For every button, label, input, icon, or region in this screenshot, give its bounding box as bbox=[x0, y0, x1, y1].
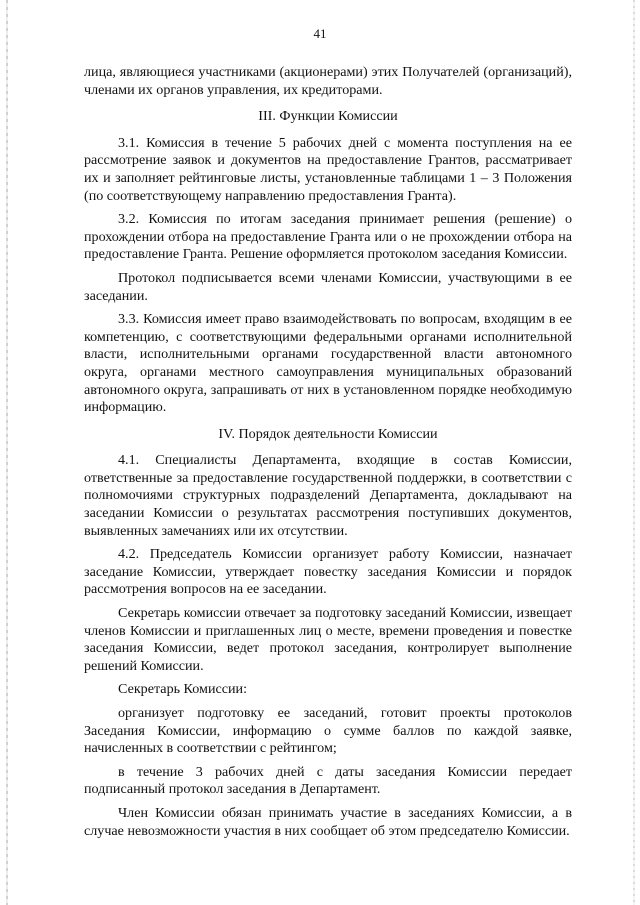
section-3-title: III. Функции Комиссии bbox=[258, 108, 398, 125]
paragraph-4-2-secretary: Секретарь комиссии отвечает за подготовку заседаний Комиссии, извещает членов Комиссии и приглашенных лиц о месте, времени проведения и повестке заседания Комиссии, ведет протокол заседания, контролирует выполнение решений Комиссии. bbox=[84, 605, 572, 674]
paragraph-3-3: 3.3. Комиссия имеет право взаимодействовать по вопросам, входящим в ее компетенцию, с соответствующими федеральными органами исполнительной власти, исполнительными органами государственной власти автономного округа, органами местного самоуправления муниципальных образований автономного округа, запрашивать от них в установленном порядке необходимую информацию. bbox=[84, 311, 572, 416]
scan-edge-right bbox=[633, 0, 635, 905]
paragraph-4-2: 4.2. Председатель Комиссии организует работу Комиссии, назначает заседание Комиссии, утверждает повестку заседания Комиссии и порядок рассмотрения вопросов на ее заседании. bbox=[84, 546, 572, 598]
paragraph-4-2-member: Член Комиссии обязан принимать участие в заседаниях Комиссии, а в случае невозможности участия в них сообщает об этом председателю Комиссии. bbox=[84, 804, 572, 839]
paragraph-4-2-duty-2: в течение 3 рабочих дней с даты заседания Комиссии передает подписанный протокол заседания в Департамент. bbox=[84, 763, 572, 798]
document-body bbox=[84, 64, 572, 840]
paragraph-3-2: 3.2. Комиссия по итогам заседания принимает решения (решение) о прохождении отбора на предоставление Гранта или о не прохождении отбора на предоставление Гранта. Решение оформляется протоколом заседания Комиссии. bbox=[84, 211, 572, 263]
paragraph-3-2-protocol: Протокол подписывается всеми членами Комиссии, участвующими в ее заседании. bbox=[84, 269, 572, 304]
paragraph-4-1: 4.1. Специалисты Департамента, входящие в состав Комиссии, ответственные за предоставление государственной поддержки, в соответствии с полномочиями структурных подразделений Департамента, докладывают на заседании Комиссии о результатах рассмотрения поступивших документов, выявленных замечаниях или их отсутствии. bbox=[84, 452, 572, 539]
scan-edge-left bbox=[6, 0, 8, 905]
paragraph-4-2-duty-1: организует подготовку ее заседаний, готовит проекты протоколов Заседания Комиссии, информацию о сумме баллов по каждой заявке, начисленных в соответствии с рейтингом; bbox=[84, 705, 572, 757]
paragraph-3-1: 3.1. Комиссия в течение 5 рабочих дней с момента поступления на ее рассмотрение заявок и документов на предоставление Грантов, рассматривает их и заполняет рейтинговые листы, установленные таблицами 1 – 3 Положения (по соответствующему направлению предоставления Гранта). bbox=[84, 134, 572, 204]
paragraph-4-2-secretary-label: Секретарь Комиссии: bbox=[118, 681, 248, 698]
section-4-title: IV. Порядок деятельности Комиссии bbox=[218, 425, 438, 442]
page-number: 41 bbox=[313, 26, 327, 41]
opening-paragraph: лица, являющиеся участниками (акционерами) этих Получателей (организаций), членами их органов управления, их кредиторами. bbox=[84, 64, 572, 98]
